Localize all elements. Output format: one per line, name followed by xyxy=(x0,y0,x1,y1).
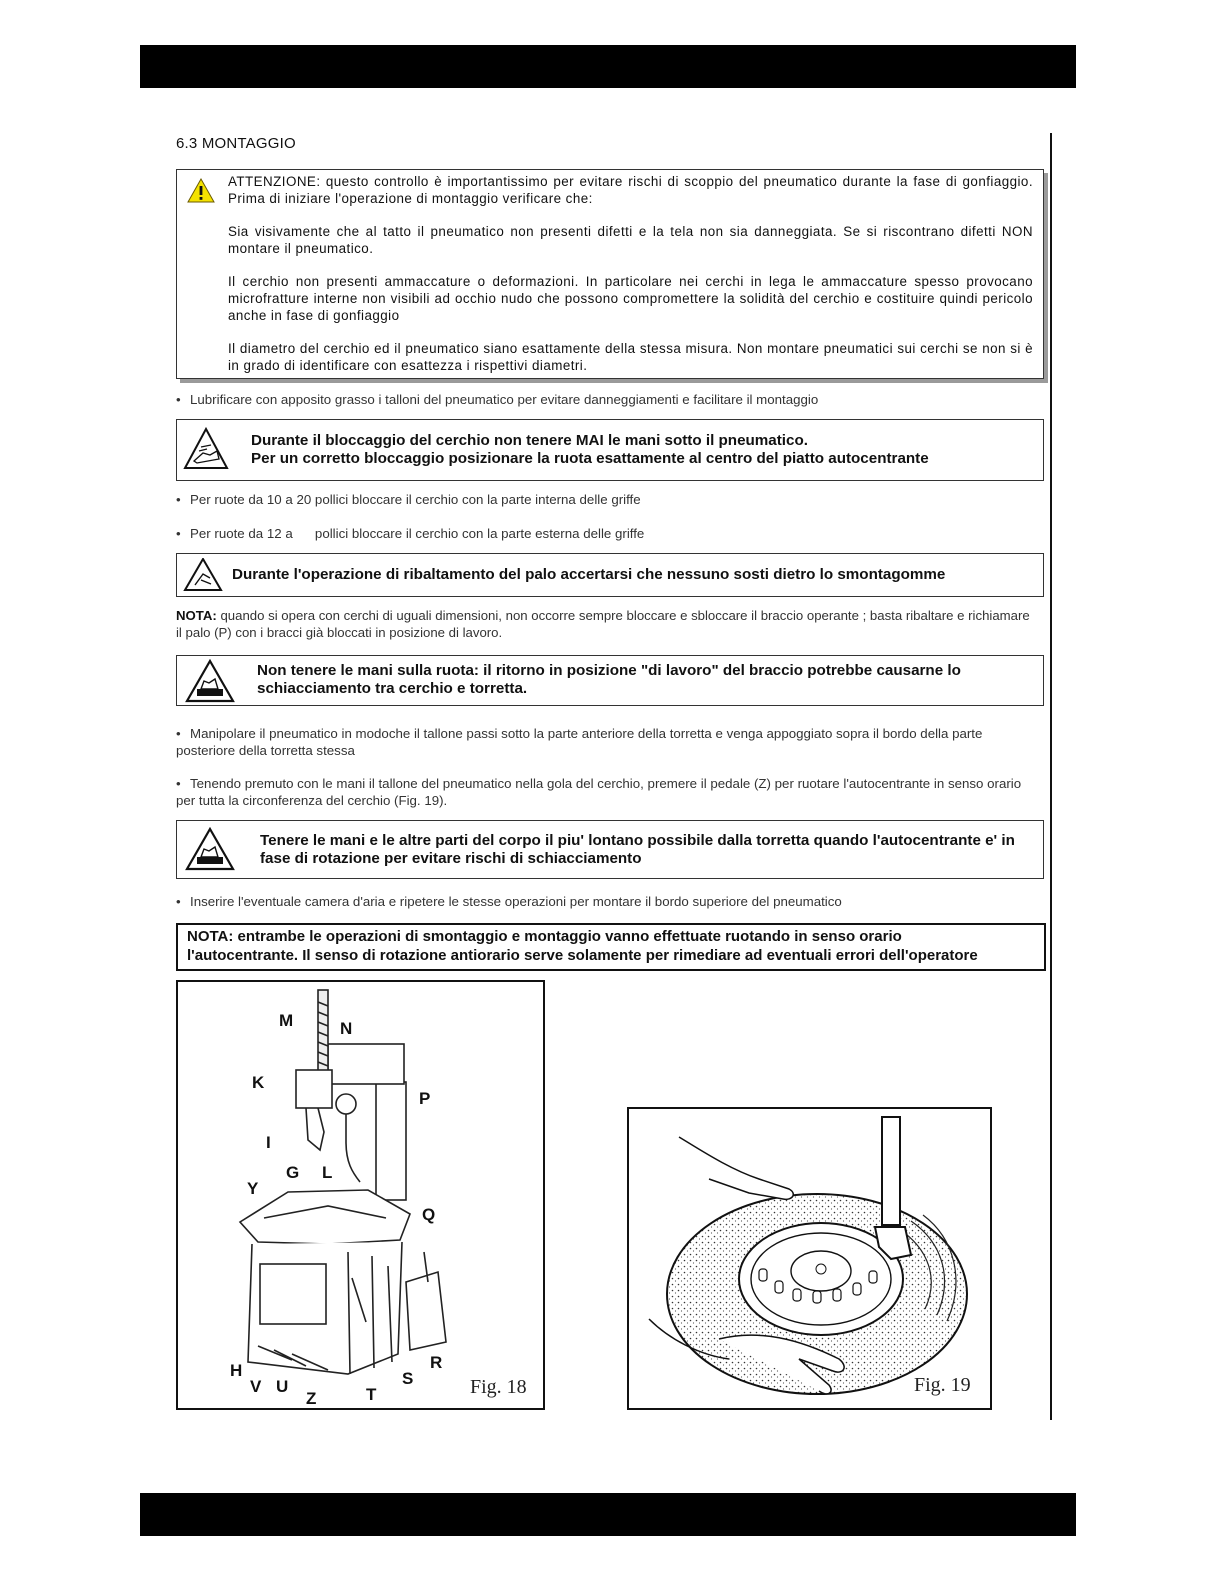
callout-label: Q xyxy=(422,1205,436,1224)
attention-paragraph: Il cerchio non presenti ammaccature o deformazioni. In particolare nei cerchi in lega le ammaccature spesso provocano microfratture interne non visibili ad occhio nudo che possono compromettere la solidità del cerchio e costituire quindi pericolo anche in fase di gonfiaggio xyxy=(228,274,1033,323)
nota-box xyxy=(176,923,1046,971)
callout-label: S xyxy=(402,1369,414,1388)
header-bar xyxy=(140,45,1076,88)
alert-line: Durante il bloccaggio del cerchio non tenere MAI le mani sotto il pneumatico. xyxy=(251,432,808,449)
alert-bloccaggio xyxy=(176,419,1044,481)
bullet-item: • Per ruote da 12 a pollici bloccare il cerchio con la parte esterna delle griffe xyxy=(176,526,645,541)
callout-label: N xyxy=(340,1019,353,1038)
crush-hazard-icon xyxy=(185,659,235,703)
nota-box-line: l'autocentrante. Il senso di rotazione antiorario serve solamente per rimediare ad eventuali errori dell'operatore xyxy=(187,946,978,964)
right-margin-rule xyxy=(1050,133,1052,1420)
bullet-item: • Per ruote da 10 a 20 pollici bloccare il cerchio con la parte interna delle griffe xyxy=(176,492,641,507)
figure-18 xyxy=(176,980,545,1410)
callout-label: V xyxy=(250,1377,262,1396)
callout-label: I xyxy=(266,1133,271,1152)
attention-paragraph: Sia visivamente che al tatto il pneumatico non presenti difetti e la tela non sia danneggiata. Se si riscontrano difetti NON montare il pneumatico. xyxy=(228,224,1033,256)
section-title: 6.3 MONTAGGIO xyxy=(176,135,296,152)
callout-label: R xyxy=(430,1353,443,1372)
attention-paragraph: Il diametro del cerchio ed il pneumatico siano esattamente della stessa misura. Non montare pneumatici sui cerchi se non si è in grado di identificare con esattezza i rispettivi diametri. xyxy=(228,341,1033,373)
figure-caption: Fig. 19 xyxy=(914,1374,971,1396)
figure-19 xyxy=(627,1107,992,1410)
callout-label: T xyxy=(366,1385,377,1404)
callout-label: M xyxy=(279,1011,294,1030)
warning-icon xyxy=(187,178,215,204)
nota-paragraph: NOTA: quando si opera con cerchi di uguali dimensioni, non occorre sempre bloccare e sbloccare il braccio operante ; basta ribaltare e richiamare il palo (P) con i bracci già bloccati in posizione di lavoro. xyxy=(176,608,1030,640)
bullet-item: • Tenendo premuto con le mani il tallone del pneumatico nella gola del cerchio, premere il pedale (Z) per ruotare l'autocentrante in senso orario per tutta la circonferenza del cerchio (Fig. 19). xyxy=(176,776,1022,808)
footer-bar xyxy=(140,1493,1076,1536)
alert-line: Tenere le mani e le altre parti del corpo il piu' lontano possibile dalla torretta quando l'autocentrante e' in fase di rotazione per evitare rischi di schiacciamento xyxy=(260,832,1015,867)
alert-ribaltamento xyxy=(176,553,1044,597)
figure-caption: Fig. 18 xyxy=(470,1376,527,1398)
callout-label: L xyxy=(322,1163,333,1182)
tyre-changer-drawing xyxy=(178,982,543,1408)
alert-line: Per un corretto bloccaggio posizionare la ruota esattamente al centro del piatto autocentrante xyxy=(251,450,929,467)
bullet-item: • Manipolare il pneumatico in modoche il tallone passi sotto la parte anteriore della torretta e venga appoggiato sopra il bordo della parte posteriore della torretta stessa xyxy=(176,726,983,758)
alert-line: Non tenere le mani sulla ruota: il ritorno in posizione "di lavoro" del braccio potrebbe causarne lo schiacciamento tra cerchio e torretta. xyxy=(257,662,961,697)
callout-label: U xyxy=(276,1377,289,1396)
alert-line: Durante l'operazione di ribaltamento del palo accertarsi che nessuno sosti dietro lo smontagomme xyxy=(232,566,946,583)
bullet-item: • Lubrificare con apposito grasso i talloni del pneumatico per evitare danneggiamenti e facilitare il montaggio xyxy=(176,392,819,407)
hand-crush-warning-icon xyxy=(183,427,229,471)
callout-label: Y xyxy=(247,1179,259,1198)
alert-mani-ruota xyxy=(176,655,1044,706)
callout-label: Z xyxy=(306,1389,317,1408)
tyre-mounting-drawing xyxy=(629,1109,990,1408)
callout-label: H xyxy=(230,1361,243,1380)
attention-paragraph: ATTENZIONE: questo controllo è importantissimo per evitare rischi di scoppio del pneumatico durante la fase di gonfiaggio. Prima di iniziare l'operazione di montaggio verificare che: xyxy=(228,174,1033,206)
nota-box-line: NOTA: entrambe le operazioni di smontaggio e montaggio vanno effettuate ruotando in senso orario xyxy=(187,928,902,945)
crush-hazard-icon xyxy=(185,827,235,871)
tilt-arm-warning-icon xyxy=(183,558,223,592)
callout-label: P xyxy=(419,1089,431,1108)
callout-label: K xyxy=(252,1073,265,1092)
attention-box xyxy=(176,169,1044,379)
alert-mani-corpo xyxy=(176,820,1044,879)
callout-label: G xyxy=(286,1163,300,1182)
bullet-item: • Inserire l'eventuale camera d'aria e ripetere le stesse operazioni per montare il bordo superiore del pneumatico xyxy=(176,894,842,909)
